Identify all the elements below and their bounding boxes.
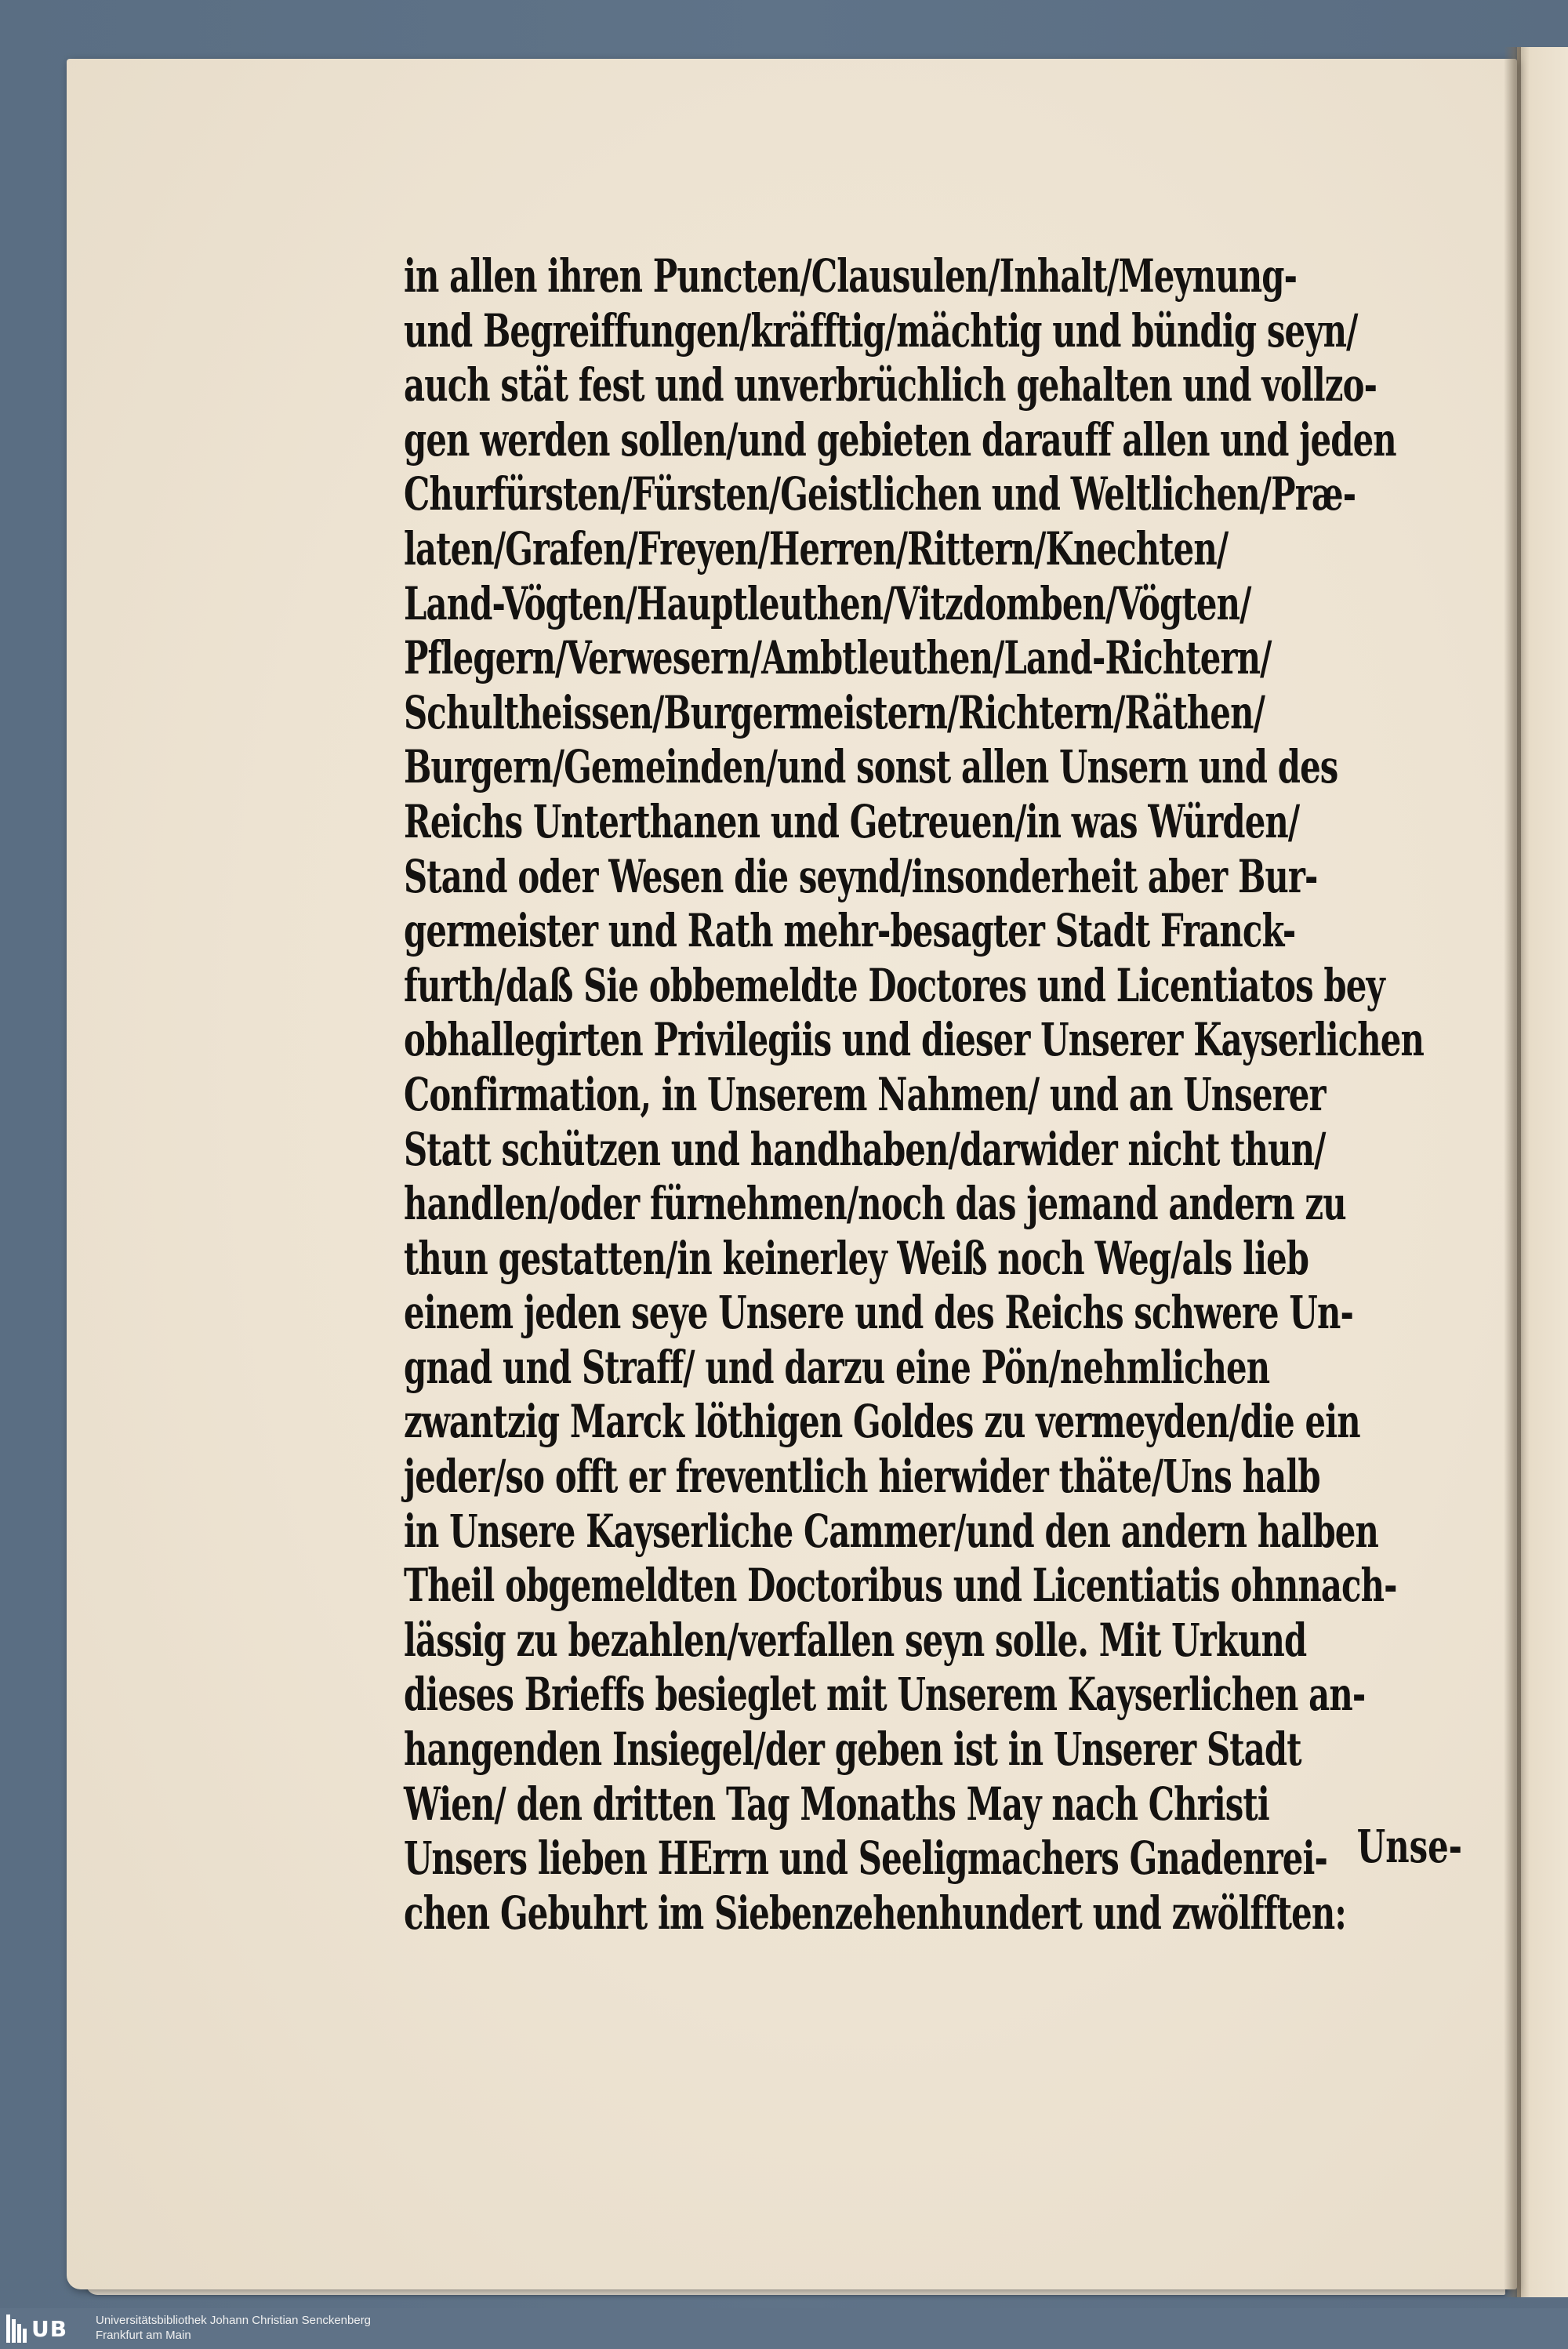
text-line: zwantzig Marck löthigen Goldes zu vermeyden/die ein xyxy=(404,1395,1360,1449)
text-line: chen Gebuhrt im Siebenzehenhundert und zwölfften: xyxy=(404,1886,1346,1940)
library-institution: Universitätsbibliothek Johann Christian Senckenberg xyxy=(96,2314,372,2327)
text-line: Wien/ den dritten Tag Monaths May nach Christi xyxy=(404,1777,1269,1831)
text-line: einem jeden seye Unsere und des Reichs schwere Un- xyxy=(404,1286,1353,1340)
text-line: jeder/so offt er freventlich hierwider thäte/Uns halb xyxy=(404,1450,1320,1504)
text-line: Churfürsten/Fürsten/Geistlichen und Weltlichen/Præ- xyxy=(404,467,1356,521)
text-line: germeister und Rath mehr-besagter Stadt Franck- xyxy=(404,904,1296,958)
library-footer xyxy=(0,2308,1568,2349)
text-line: gnad und Straff/ und darzu eine Pön/nehmlichen xyxy=(404,1340,1270,1394)
library-logo-text: UB xyxy=(31,2315,68,2342)
text-line: thun gestatten/in keinerley Weiß noch Weg/als lieb xyxy=(404,1231,1309,1285)
document-text xyxy=(404,249,1446,1941)
text-line: in allen ihren Puncten/Clausulen/Inhalt/Meynung- xyxy=(404,249,1298,303)
text-line: und Begreiffungen/kräfftig/mächtig und bündig seyn/ xyxy=(404,303,1358,358)
library-credit xyxy=(96,2313,371,2343)
facing-page-edge xyxy=(1517,47,1568,2297)
text-line: hangenden Insiegel/der geben ist in Unserer Stadt xyxy=(404,1723,1301,1777)
catchword: Unse- xyxy=(1356,1820,1462,1873)
text-line: gen werden sollen/und gebieten darauff allen und jeden xyxy=(404,412,1396,467)
text-line: laten/Grafen/Freyen/Herren/Rittern/Knechten/ xyxy=(404,521,1229,575)
text-line: Land-Vögten/Hauptleuthen/Vitzdomben/Vögten/ xyxy=(404,576,1251,630)
text-line: Pflegern/Verwesern/Ambtleuthen/Land-Richtern/ xyxy=(404,631,1272,685)
library-logo xyxy=(6,2314,88,2344)
text-line: Statt schützen und handhaben/darwider nicht thun/ xyxy=(404,1122,1326,1176)
library-mark-icon xyxy=(6,2315,27,2343)
text-line: Theil obgemeldten Doctoribus und Licentiatis ohnnach- xyxy=(404,1559,1397,1613)
text-line: Reichs Unterthanen und Getreuen/in was Würden/ xyxy=(404,794,1300,848)
text-line: handlen/oder fürnehmen/noch das jemand andern zu xyxy=(404,1177,1346,1231)
page-gutter xyxy=(1504,47,1521,2297)
text-line: Confirmation, in Unserem Nahmen/ und an Unserer xyxy=(404,1067,1326,1121)
text-line: furth/daß Sie obbemeldte Doctores und Licentiatos bey xyxy=(404,958,1385,1012)
text-line: Schultheissen/Burgermeistern/Richtern/Räthen/ xyxy=(404,685,1265,739)
text-line: Burgern/Gemeinden/und sonst allen Unsern und des xyxy=(404,740,1338,794)
text-line: auch stät fest und unverbrüchlich gehalten und vollzo- xyxy=(404,358,1377,412)
text-line: Unsers lieben HErrn und Seeligmachers Gnadenrei- xyxy=(404,1832,1327,1886)
text-line: lässig zu bezahlen/verfallen seyn solle. Mit Urkund xyxy=(404,1613,1307,1667)
text-line: in Unsere Kayserliche Cammer/und den andern halben xyxy=(404,1504,1378,1558)
library-city: Frankfurt am Main xyxy=(96,2329,191,2342)
text-line: obhallegirten Privilegiis und dieser Unserer Kayserlichen xyxy=(404,1013,1424,1067)
text-line: Stand oder Wesen die seynd/insonderheit aber Bur- xyxy=(404,849,1318,903)
text-line: dieses Brieffs besieglet mit Unserem Kayserlichen an- xyxy=(404,1668,1366,1722)
